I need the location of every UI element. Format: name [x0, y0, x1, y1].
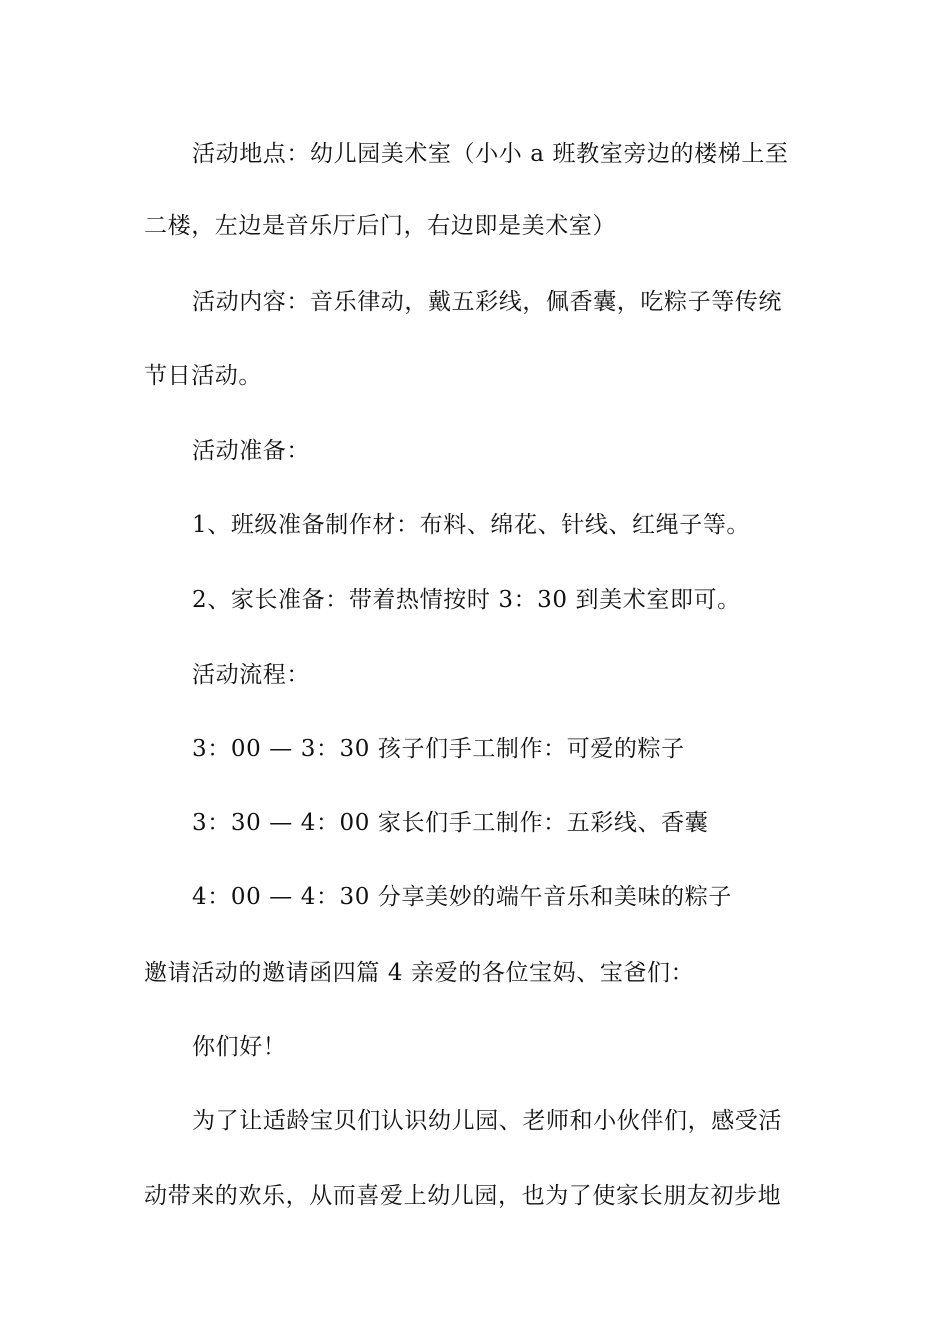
preparation-item-2: 2、家长准备：带着热情按时 3：30 到美术室即可。	[192, 587, 741, 613]
paragraph-content-line-1: 活动内容：音乐律动，戴五彩线，佩香囊，吃粽子等传统	[192, 289, 782, 315]
paragraph-location-line-2: 二楼，左边是音乐厅后门，右边即是美术室）	[144, 213, 616, 239]
schedule-item-3: 4：00 — 4：30 分享美妙的端午音乐和美味的粽子	[192, 884, 732, 910]
schedule-item-1: 3：00 — 3：30 孩子们手工制作：可爱的粽子	[192, 736, 685, 762]
paragraph-location-line-1: 活动地点：幼儿园美术室（小小 a 班教室旁边的楼梯上至	[192, 141, 789, 167]
invitation-title-line: 邀请活动的邀请函四篇 4 亲爱的各位宝妈、宝爸们：	[144, 960, 695, 986]
section-heading-preparation: 活动准备：	[192, 438, 310, 464]
preparation-item-1: 1、班级准备制作材：布料、绵花、针线、红绳子等。	[192, 512, 751, 538]
body-paragraph-line-1: 为了让适龄宝贝们认识幼儿园、老师和小伙伴们，感受活	[192, 1108, 782, 1134]
section-heading-schedule: 活动流程：	[192, 662, 310, 688]
body-paragraph-line-2: 动带来的欢乐，从而喜爱上幼儿园，也为了使家长朋友初步地	[144, 1183, 782, 1209]
schedule-item-2: 3：30 — 4：00 家长们手工制作：五彩线、香囊	[192, 810, 709, 836]
greeting-line: 你们好！	[192, 1034, 287, 1060]
paragraph-content-line-2: 节日活动。	[144, 363, 262, 389]
